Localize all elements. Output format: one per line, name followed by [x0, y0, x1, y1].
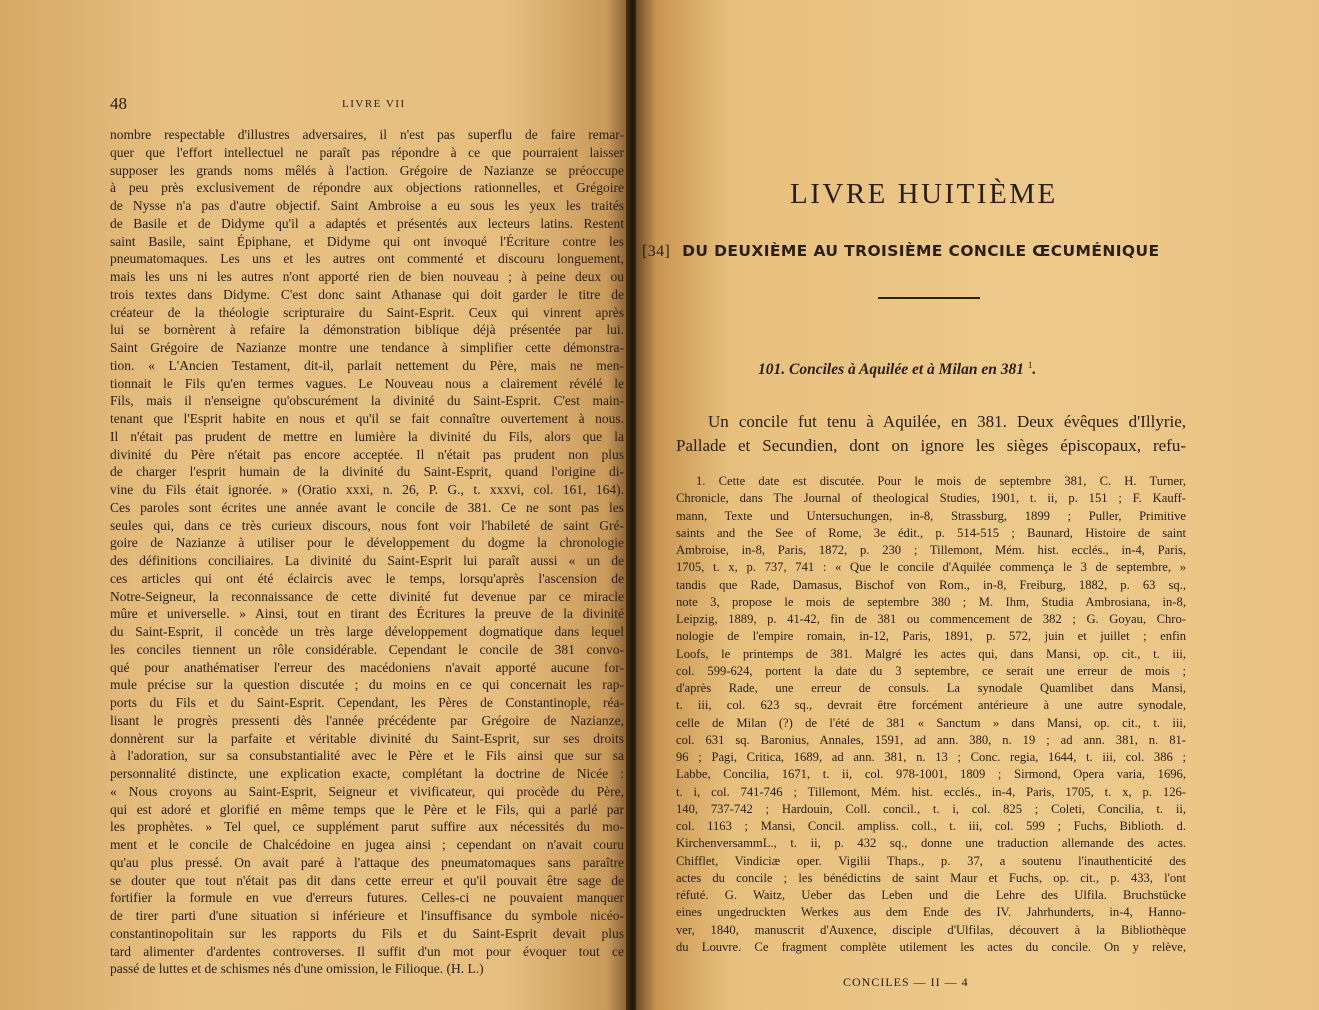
- text-line: vine du Fils était ignorée. » (Oratio xxxi, n. 26, P. G., t. xxxvi, col. 161, 164).: [110, 482, 624, 497]
- footnote-line: 140, 737-742 ; Hardouin, Coll. concil., t. i, col. 825 ; Coleti, Concilia, t. ii,: [676, 801, 1186, 816]
- text-line: de Basile et de Didyme qu'il a adaptés et présentés aux lecteurs latins. Restent: [110, 215, 624, 231]
- text-line: qu'au plus pressé. On avait paré à l'attaque des pneumatomaques sans paraître: [110, 854, 624, 870]
- footnote-line: réfuté. G. Waitz, Ueber das Leben und die Lehre des Ulfila. Bruchstücke: [676, 888, 1186, 902]
- text-line: Fils, mais il n'enseigne qu'obscurément la divinité du Saint-Esprit. C'est main-: [110, 393, 624, 409]
- divider-rule: [878, 297, 980, 299]
- text-line: Saint Grégoire de Nazianze montre une tendance à simplifier cette démonstra-: [110, 340, 624, 355]
- text-line: trois textes dans Didyme. C'est donc saint Athanase qui doit garder le titre de: [110, 286, 624, 302]
- text-line: les conciles tiennent un rôle considérable. Cependant le concile de 381 convo-: [110, 641, 624, 657]
- chapter-title: DU DEUXIÈME AU TROISIÈME CONCILE ŒCUMÉNIQUE: [682, 242, 1160, 260]
- text-line: de Nysse n'a pas d'autre objectif. Saint Ambroise a eu sous les yeux les traités: [110, 198, 624, 213]
- text-line: des définitions conciliaires. La divinité du Saint-Esprit lui paraît aussi « un de: [110, 553, 624, 568]
- footnote-line: col. 1163 ; Mansi, Concil. ampliss. coll., t. iii, col. 599 ; Fuchs, Biblioth. d.: [676, 819, 1186, 833]
- footnote-line: celle de Milan (?) de l'été de 381 « Sanctum » dans Mansi, op. cit., t. iii,: [676, 715, 1186, 730]
- text-line: à l'adoration, sur sa consubstantialité avec le Père et le Fils ainsi que sur sa: [110, 748, 624, 764]
- left-page: [0, 0, 632, 1010]
- text-line: goire de Nazianze à utiliser pour le développement du dogme la chronologie: [110, 535, 624, 551]
- footnote-line: 1705, t. x, p. 737, 741 : « Que le concile d'Aquilée commença le 3 de septembre, »: [676, 560, 1186, 575]
- footnote-line: actes du concile ; les bénédictins de saint Maur et Fuchs, op. cit., p. 433, l'ont: [676, 870, 1186, 885]
- text-line: passé de luttes et de schismes nés d'une omission, le Filioque. (H. L.): [110, 961, 484, 977]
- footnote-line: 1. Cette date est discutée. Pour le mois de septembre 381, C. H. Turner,: [696, 474, 1186, 488]
- text-line: qué pour anathématiser l'erreur des macédoniens n'avait apporté aucune for-: [110, 659, 624, 675]
- footnote-line: du Louvre. Ce fragment complète utilement les actes du concile. On y relève,: [676, 939, 1186, 954]
- body-line: Pallade et Secundien, dont on ignore les sièges épiscopaux, refu-: [676, 436, 1186, 455]
- text-line: de charger l'esprit humain de la divinité du Saint-Esprit, quand l'origine di-: [110, 464, 624, 480]
- text-line: mais les uns ni les autres n'ont apporté rien de bien nouveau ; à peine deux ou: [110, 269, 624, 284]
- page-reference: [34]: [642, 243, 671, 260]
- page-number: 48: [110, 94, 127, 113]
- footnote-line: Chronicle, dans The Journal of theological Studies, 1901, t. ii, p. 151 ; F. Kauff-: [676, 491, 1186, 506]
- text-line: pneumatomaques. Les uns et les autres ont commenté et discouru longuement,: [110, 251, 624, 267]
- footnote-line: Chifflet, Vindiciæ oper. Vigilii Thaps., p. 37, a soutenu l'inauthenticité des: [676, 853, 1186, 868]
- left-page-text: [110, 126, 624, 978]
- text-line: créateur de la théologie scripturaire du Saint-Esprit. Ceux qui vinrent après: [110, 304, 624, 320]
- text-line: de tirer parti d'une situation si inférieure et l'insuffisance du symbole nicéo-: [110, 908, 624, 923]
- text-line: donnèrent sur la parfaite et véritable divinité du Saint-Esprit, sur ses droits: [110, 730, 624, 746]
- text-line: tenant que l'Esprit habite en nous et qu'il se fait connaître ouvertement à nous.: [110, 411, 624, 426]
- text-line: tionnait le Fils qu'en termes vagues. Le Nouveau nous a clairement révélé le: [110, 375, 624, 391]
- footnote-line: KirchenversammL., t. ii, p. 432 sq., donne une traduction allemande des actes.: [676, 836, 1186, 851]
- footnote-marker: 1: [1027, 360, 1033, 370]
- page-footer: CONCILES — II — 4: [843, 975, 969, 989]
- text-line: ment et le concile de Chalcédoine en jugea ainsi ; cependant on n'avait couru: [110, 837, 624, 852]
- text-line: du Saint-Esprit, il concède un très large développement dogmatique dans lequel: [110, 624, 624, 639]
- footnote-line: 96 ; Pagi, Critica, 1689, ad ann. 381, n. 13 ; Conc. regia, 1644, t. iii, col. 386 ;: [676, 750, 1186, 764]
- text-line: ces articles qui ont été éclaircis avec le temps, lorsqu'après l'ascension de: [110, 570, 624, 586]
- text-line: seules qui, dans ce très curieux discours, nous font voir l'habileté de saint Gré-: [110, 517, 624, 533]
- footnote-line: mann, Texte und Untersuchungen, in-8, Strassburg, 1899 ; Puller, Primitive: [676, 508, 1186, 523]
- text-line: qui est adoré et glorifié en même temps que le Père et le Fils, qui a parlé par: [110, 801, 624, 817]
- footnote-line: col. 599-624, portent la date du 3 septembre, ce serait une erreur de mois ;: [676, 663, 1186, 678]
- text-line: « Nous croyons au Saint-Esprit, Seigneur et vivificateur, qui procède du Père,: [110, 783, 624, 799]
- text-line: à peu près exclusivement de répondre aux objections rationnelles, et Grégoire: [110, 180, 624, 196]
- footnote-line: ver, 1840, manuscrit d'Auxence, disciple d'Ulfilas, découvert à la Bibliothèque: [676, 922, 1186, 937]
- body-line: Un concile fut tenu à Aquilée, en 381. Deux évêques d'Illyrie,: [708, 412, 1186, 431]
- text-line: les prophètes. » Tel quel, ce supplément parut suffire aux nécessités du mo-: [110, 819, 624, 835]
- section-title-text: 101. Conciles à Aquilée et à Milan en 381: [758, 361, 1024, 379]
- text-line: Il n'était pas prudent de mettre en lumière la divinité du Fils, alors que la: [110, 428, 624, 444]
- footnote-line: tandis que Rade, Damasus, Bischof von Rom., in-8, Freiburg, 1882, p. 63 sq.,: [676, 577, 1186, 592]
- footnote: [676, 473, 1186, 956]
- footnote-line: eines ungedruckten Werkes aus dem Ende des IV. Jahrhunderts, in-4, Hanno-: [676, 905, 1186, 920]
- footnote-line: Loofs, le printemps de 381. Malgré les actes qui, dans Mansi, op. cit., t. iii,: [676, 646, 1186, 661]
- text-line: tion. « L'Ancien Testament, dit-il, parlait nettement du Père, mais ne men-: [110, 357, 624, 373]
- section-title: 101. Conciles à Aquilée et à Milan en 381 $^1$.: [758, 360, 1037, 379]
- footnote-line: saints and the See of Rome, 3e édit., p. 514-515 ; Baunard, Histoire de saint: [676, 525, 1186, 540]
- text-line: lisant le progrès pressenti dès l'année précédente par Grégoire de Nazianze,: [110, 712, 624, 728]
- text-line: nombre respectable d'illustres adversaires, il n'est pas superflu de faire remar-: [110, 127, 624, 142]
- text-line: tard alimenter d'ardentes controverses. Il suffit d'un mot pour évoquer tout ce: [110, 943, 624, 959]
- text-line: saint Basile, saint Épiphane, et Didyme qui ont invoqué l'Écriture contre les: [110, 233, 624, 249]
- right-page-body: [676, 410, 1186, 458]
- text-line: Notre-Seigneur, la reconnaissance de cette divinité fut devenue par ce miracle: [110, 588, 624, 604]
- left-running-head: [110, 94, 610, 116]
- text-line: supposer les grands noms mêlés à l'action. Grégoire de Nazianze se préoccupe: [110, 162, 624, 178]
- footnote-line: col. 631 sq. Baronius, Annales, 1591, ad ann. 380, n. 19 ; ad ann. 381, n. 81-: [676, 732, 1186, 747]
- chapter-heading: [642, 242, 1202, 261]
- text-line: divinité du Père n'était pas encore acceptée. Il n'était pas prudent non plus: [110, 446, 624, 462]
- footnote-line: d'après Rade, une erreur de consuls. La synodale Quamlibet dans Mansi,: [676, 681, 1186, 695]
- footnote-line: nologie de l'empire romain, in-12, Paris, 1891, p. 572, juin et juillet ; enfin: [676, 629, 1186, 644]
- text-line: personnalité distincte, une explication exacte, complétant la doctrine de Nicée :: [110, 766, 624, 781]
- text-line: fortifier la formule en vue d'erreurs futures. Celles-ci ne pouvaient manquer: [110, 890, 624, 906]
- footnote-line: note 3, propose le mois de septembre 380 ; M. Ihm, Studia Ambrosiana, in-8,: [676, 594, 1186, 609]
- text-line: lui se bornèrent à refaire la démonstration biblique déjà présentée par lui.: [110, 322, 624, 338]
- footnote-line: t. iii, col. 623 sq., devrait être forcément antérieure à une autre synodale,: [676, 698, 1186, 713]
- footnote-line: t. i, col. 741-746 ; Tillemont, Mém. hist. ecclés., in-4, Paris, 1705, t. x, p. 126-: [676, 784, 1186, 799]
- book-title: LIVRE HUITIÈME: [790, 178, 1058, 210]
- text-line: constantinopolitain sur les rapports du Fils et du Saint-Esprit devait plus: [110, 925, 624, 941]
- text-line: mule précise sur la question discutée ; du moins en ce qui concernait les rap-: [110, 677, 624, 693]
- running-head-title: LIVRE VII: [342, 98, 406, 110]
- text-line: ports du Fils et du Saint-Esprit. Cependant, les Pères de Constantinople, réa-: [110, 695, 624, 710]
- footnote-line: Ambroise, in-8, Paris, 1872, p. 230 ; Tillemont, Mém. hist. ecclés., in-4, Paris,: [676, 543, 1186, 557]
- text-line: Ces paroles sont écrites une année avant le concile de 381. Ce ne sont pas les: [110, 499, 624, 515]
- text-line: quer que l'effort intellectuel ne paraît pas répondre à ce que pourraient laisser: [110, 144, 624, 160]
- footnote-line: Labbe, Concilia, 1671, t. ii, col. 978-1001, 1809 ; Sirmond, Opera varia, 1696,: [676, 767, 1186, 782]
- footnote-line: Leipzig, 1889, p. 41-42, fin de 381 ou commencement de 382 ; G. Goyau, Chro-: [676, 612, 1186, 626]
- text-line: se douter que tout n'était pas dit dans cette erreur et qu'il pouvait être sage de: [110, 872, 624, 888]
- text-line: mûre et universelle. » Ainsi, tout en tirant des Écritures la preuve de la divinité: [110, 606, 624, 622]
